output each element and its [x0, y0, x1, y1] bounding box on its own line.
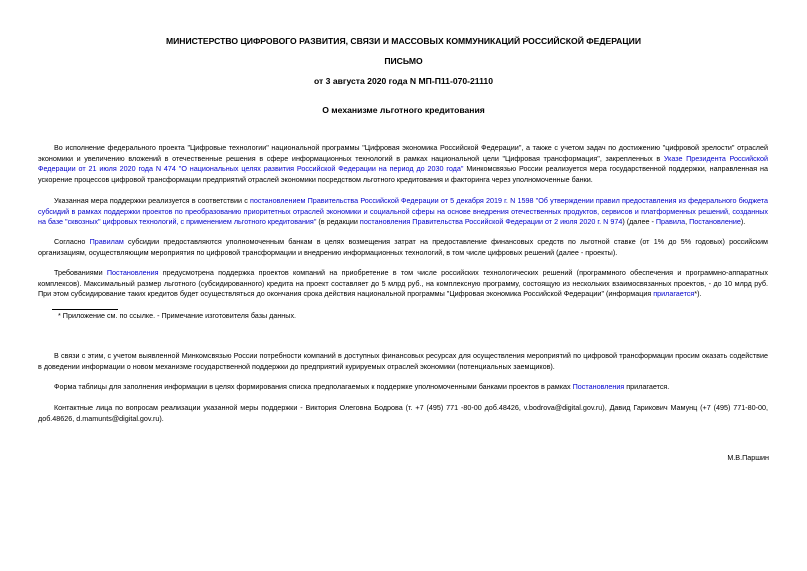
link-presidential-decree-474[interactable]: Указе Президента Российской Федерации от 21 июля 2020 года N 474 "О национальных целях развития Российской Федерации на период до 2030 года" [38, 153, 768, 174]
link-attachment-info[interactable]: прилагается [653, 289, 695, 299]
paragraph-6 [38, 382, 768, 393]
paragraph-6-text-a: Форма таблицы для заполнения информации в целях формирования списка предполагаемых к поддержке уполномоченными банками проектов в рамках [54, 382, 573, 391]
paragraph-4 [38, 268, 768, 300]
paragraph-5-text: В связи с этим, с учетом выявленной Минкомсвязью России потребности компаний в доступных финансовых ресурсах для осуществления мероприятий по цифровой трансформации просим оказать содействие в доведении информации о новом механизме государственной поддержки до предприятий курируемых отраслей экономики (потенциальных заемщиков). [38, 351, 768, 371]
paragraph-3-text-a: Согласно [54, 237, 90, 246]
paragraph-2-text-d: , [685, 217, 690, 227]
link-rules[interactable]: Правила [655, 217, 686, 227]
paragraph-2-text-a: Указанная мера поддержки реализуется в соответствии с [54, 196, 250, 205]
paragraph-7-text: Контактные лица по вопросам реализации указанной меры поддержки - Виктория Олеговна Бодрова (т. +7 (495) 771 -80-00 доб.48426, v.bodrova@digital.gov.ru), Давид Гарикович Мамунц (+7 (495) 771-80-00, доб.48626, d.mamunts@digital.gov.ru). [38, 403, 768, 423]
paragraph-1-text-b: Минкомсвязью России реализуется мера государственной поддержки, направленная на ускорение процессов цифровой трансформации предприятий отраслей экономики посредством льготного кредитования и факторинга через уполномоченные банки. [38, 164, 768, 184]
paragraph-7 [38, 403, 768, 424]
paragraph-4-text-c: *). [694, 289, 702, 299]
paragraph-4-text-b: предусмотрена поддержка проектов компаний на приобретение в том числе российских технологических решений (программного обеспечения и программно-аппаратных комплексов). Максимальный размер льготного (субсидированного) кредита на проект составляет до 5 млрд руб., на комплексную программу, состоящую из нескольких взаимосвязанных проектов, - до 10 млрд руб. При этом субсидирование таких кредитов будет осуществляться до окончания срока действия национальной программы "Цифровая экономика Российской Федерации" (информация [38, 268, 768, 299]
signature: М.В.Паршин [727, 453, 769, 462]
paragraph-2-text-e: ). [740, 217, 746, 227]
ministry-title: МИНИСТЕРСТВО ЦИФРОВОГО РАЗВИТИЯ, СВЯЗИ И МАССОВЫХ КОММУНИКАЦИЙ РОССИЙСКОЙ ФЕДЕРАЦИИ [165, 36, 642, 46]
paragraph-2-text-c: ) (далее - [622, 217, 656, 227]
document-date-number: от 3 августа 2020 года N МП-П11-070-21110 [314, 76, 493, 86]
link-resolution-974[interactable]: постановления Правительства Российской Федерации от 2 июля 2020 г. N 974 [359, 217, 623, 227]
link-resolution-1598[interactable]: постановлением Правительства Российской Федерации от 5 декабря 2019 г. N 1598 "Об утверждении правил предоставления из федерального бюджета субсидий в рамках поддержки проектов по преобразованию приоритетных отраслей экономики и социальной сферы на основе внедрения отечественных продуктов, сервисов и платформенных решений, созданных на базе "сквозных" цифровых технологий, с применением льготного кредитования" [38, 196, 768, 227]
footnote: * Приложение см. по ссылке. - Примечание изготовителя базы данных. [58, 311, 297, 320]
footnote-separator [52, 309, 118, 310]
paragraph-2 [38, 196, 768, 228]
paragraph-1-text-a: Во исполнение федерального проекта "Цифровые технологии" национальной программы "Цифровая экономика Российской Федерации", а также с учетом задач по достижению "цифровой зрелости" отраслей экономики и увеличению вложений в отечественные решения в сфере информационных технологий в рамках национальной цели "Цифровая трансформация", закрепленных в [38, 143, 768, 163]
link-resolution-2[interactable]: Постановления [106, 268, 159, 277]
paragraph-6-text-b: прилагается. [624, 382, 670, 391]
paragraph-2-text-b: (в редакции [316, 217, 360, 227]
paragraph-3 [38, 237, 768, 258]
document-subject: О механизме льготного кредитования [322, 105, 485, 115]
link-rules-2[interactable]: Правилам [89, 237, 124, 246]
link-resolution-3[interactable]: Постановления [572, 382, 625, 391]
link-resolution[interactable]: Постановление [689, 217, 741, 227]
paragraph-4-text-a: Требованиями [54, 268, 107, 277]
paragraph-5 [38, 351, 768, 372]
document-type: ПИСЬМО [384, 56, 423, 66]
paragraph-3-text-b: субсидии предоставляются уполномоченным банкам в целях возмещения затрат на предоставление финансовых средств по льготной ставке (от 1% до 5% годовых) российским организациям, осуществляющим мероприятия по цифровой трансформации и внедрению информационных технологий, в том числе цифровых решений (далее - проекты). [38, 237, 768, 257]
paragraph-1 [38, 143, 768, 185]
